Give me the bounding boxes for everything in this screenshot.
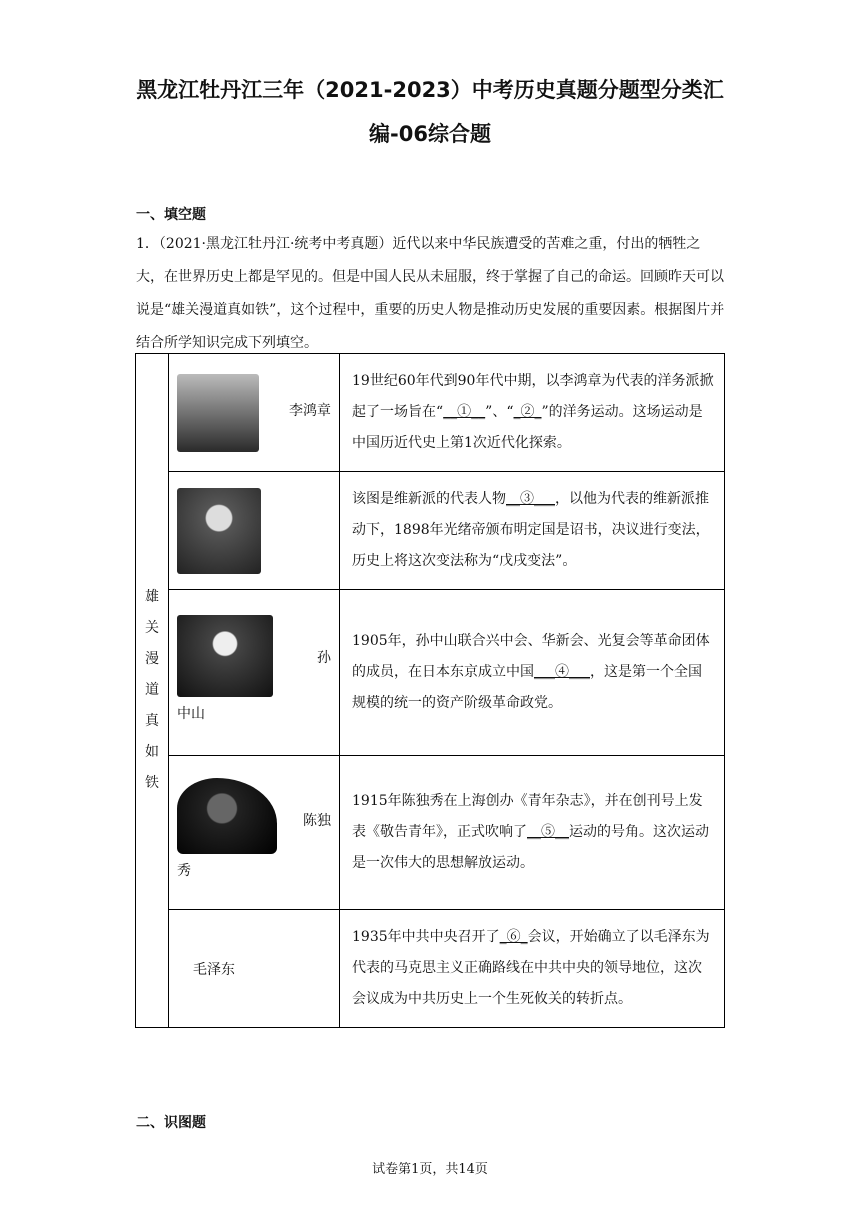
side-label-char: 雄	[145, 589, 159, 605]
side-label-cell	[136, 354, 169, 1028]
side-label-char: 道	[145, 682, 159, 698]
blank-6: _⑥_	[499, 929, 528, 945]
side-label-char: 漫	[145, 651, 159, 667]
portrait-cell-chen-duxiu	[169, 756, 340, 910]
portrait-kang-youwei	[177, 488, 261, 574]
portrait-li-hongzhang	[177, 374, 259, 452]
person-name-part: 孙	[317, 649, 331, 666]
person-name: 李鸿章	[289, 402, 331, 419]
portrait-cell-mao-zedong	[169, 910, 340, 1028]
page-footer: 试卷第1页，共14页	[372, 1162, 488, 1177]
person-name-part: 秀	[177, 862, 191, 879]
desc-text: ，这是第一个全国规模的统一的资产阶级革命政党。	[352, 664, 702, 711]
section-heading-fill-blank: 一、填空题	[136, 207, 206, 223]
question-1-table	[135, 353, 725, 1028]
desc-text: 19世纪60年代到90年代中期，以李鸿章为代表的洋务派掀起了一场旨在“	[352, 373, 714, 420]
section-heading-image-recognition: 二、识图题	[136, 1115, 206, 1131]
desc-text: 1905年，孙中山联合兴中会、华新会、光复会等革命团体的成员，在日本东京成立中国	[352, 633, 710, 680]
document-title-line1: 黑龙江牡丹江三年（2021-2023）中考历史真题分题型分类汇	[136, 78, 724, 102]
side-label-char: 如	[145, 744, 159, 760]
person-name-part: 陈独	[303, 812, 331, 829]
person-name: 毛泽东	[193, 961, 235, 978]
blank-2: _②_	[513, 404, 542, 420]
side-label-char: 铁	[145, 775, 159, 791]
desc-text: ，以他为代表的维新派推动下，1898年光绪帝颁布明定国是诏书，决议进行变法，历史上将这次变法称为“戊戌变法”。	[352, 491, 710, 569]
desc-text: 1935年中共中央召开了	[352, 929, 500, 945]
blank-1: __①__	[443, 404, 486, 420]
question-1-text: 1．（2021·黑龙江牡丹江·统考中考真题）近代以来中华民族遭受的苦难之重，付出的牺牲之大，在世界历史上都是罕见的。但是中国人民从未屈服，终于掌握了自己的命运。回顾昨天可以说是“雄关漫道真如铁”，这个过程中，重要的历史人物是推动历史发展的重要因素。根据图片并结合所学知识完成下列填空。	[136, 236, 725, 351]
portrait-cell-li-hongzhang	[169, 354, 340, 472]
desc-text: ”的洋务运动。这场运动是中国历近代史上第1次近代化探索。	[352, 404, 703, 451]
portrait-chen-duxiu	[177, 778, 277, 854]
side-label-char: 关	[145, 620, 159, 636]
row-description	[340, 910, 725, 1028]
row-description	[340, 354, 725, 472]
row-description	[340, 590, 725, 756]
desc-text: 该图是维新派的代表人物	[352, 491, 506, 507]
document-title-line2: 编-06综合题	[369, 122, 491, 146]
desc-text: 1915年陈独秀在上海创办《青年杂志》，并在创刊号上发表《敬告青年》，正式吹响了	[352, 793, 703, 840]
side-label-char: 真	[145, 713, 159, 729]
portrait-cell-sun-zhongshan	[169, 590, 340, 756]
desc-text: 运动的号角。这次运动是一次伟大的思想解放运动。	[352, 824, 709, 871]
blank-5: __⑤__	[527, 824, 569, 840]
desc-text: 会议，开始确立了以毛泽东为代表的马克思主义正确路线在中共中央的领导地位，这次会议成为中共历史上一个生死攸关的转折点。	[352, 929, 710, 1007]
blank-3: __③___	[506, 491, 555, 507]
person-name-part: 中山	[177, 705, 205, 722]
desc-text: ”、“	[485, 404, 514, 420]
row-description	[340, 756, 725, 910]
row-description	[340, 472, 725, 590]
blank-4: ___④___	[534, 664, 590, 680]
portrait-cell-kang-youwei	[169, 472, 340, 590]
portrait-sun-zhongshan	[177, 615, 273, 697]
